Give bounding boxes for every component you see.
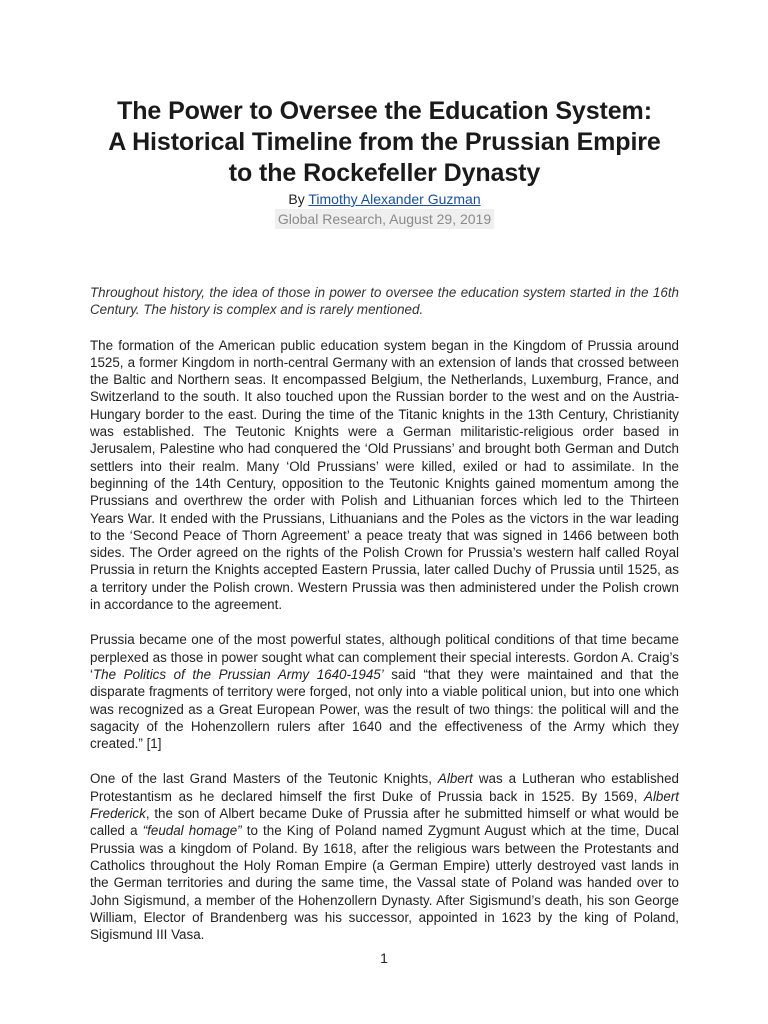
title-line: to the Rockefeller Dynasty <box>228 159 541 187</box>
page-number: 1 <box>380 950 388 966</box>
body-paragraph <box>90 770 679 943</box>
paragraph-text: , the son of Albert became Duke of Prussia after he submitted himself or what would be called a <box>90 806 679 839</box>
lead-paragraph: Throughout history, the idea of those in power to oversee the education system started in the 16th Century. The history is complex and is rarely mentioned. <box>90 285 679 318</box>
quoted-term: “feudal homage” <box>142 823 242 839</box>
paragraph-text: to the King of Poland named Zygmunt August which at the time, Ducal Prussia was a kingdom of Poland. By 1618, after the religious wars between the Protestants and Catholics throughout the Holy Roman Empire (a German Empire) utterly destroyed vast lands in the German territories and during the same time, the Vassal state of Poland was handed over to John Sigismund, a member of the Hohenzollern Dynasty. After Sigismund’s death, his son George William, Elector of Brandenberg was his successor, appointed in 1623 by the king of Poland, Sigismund III Vasa. <box>90 823 679 943</box>
title-line: A Historical Timeline from the Prussian Empire <box>108 128 661 156</box>
byline-prefix: By <box>288 191 309 207</box>
body-paragraph <box>90 631 679 752</box>
book-title: The Politics of the Prussian Army 1640-1945’ <box>92 666 384 682</box>
person-name: Albert Frederick <box>90 788 679 822</box>
paragraph-text: One of the last Grand Masters of the Teutonic Knights, <box>90 771 438 787</box>
paragraph-text: was a Lutheran who established Protestantism as he declared himself the first Duke of Prussia back in 1525. By 1569, <box>90 771 679 804</box>
paragraph-text: said “that they were maintained and that the disparate fragments of territory were forged, not only into a viable political union, but into one which was recognized as a Great European Power, was the result of two things: the political will and the sagacity of the Hohenzollern rulers after 1640 and the effectiveness of the Army which they created.” [1] <box>90 666 679 752</box>
article-title <box>90 96 679 189</box>
author-link[interactable]: Timothy Alexander Guzman <box>308 191 481 207</box>
paragraph-text: Prussia became one of the most powerful states, although political conditions of that time became perplexed as those in power sought what can complement their special interests. Gordon A. Craig’s ‘ <box>90 632 679 682</box>
source-date-text: Global Research, August 29, 2019 <box>275 209 494 229</box>
source-date <box>90 209 679 229</box>
title-line: The Power to Oversee the Education System: <box>117 97 652 125</box>
person-name: Albert <box>437 771 473 787</box>
body-paragraph: The formation of the American public education system began in the Kingdom of Prussia around 1525, a former Kingdom in north-central Germany with an extension of lands that crossed between the Baltic and Northern seas. It encompassed Belgium, the Netherlands, Luxemburg, France, and Switzerland to the south. It also touched upon the Russian border to the west and on the Austria-Hungary border to the east. During the time of the Titanic knights in the 13th Century, Christianity was established. The Teutonic Knights were a German militaristic-religious order based in Jerusalem, Palestine who had conquered the ‘Old Prussians’ and brought both German and Dutch settlers into their realm. Many ‘Old Prussians’ were killed, exiled or had to assimilate. In the beginning of the 14th Century, opposition to the Teutonic Knights gained momentum among the Prussians and overthrew the order with Polish and Lithuanian forces which led to the Thirteen Years War. It ended with the Prussians, Lithuanians and the Poles as the victors in the war leading to the ‘Second Peace of Thorn Agreement’ a peace treaty that was signed in 1466 between both sides. The Order agreed on the rights of the Polish Crown for Prussia’s western half called Royal Prussia in return the Knights accepted Eastern Prussia, later called Duchy of Prussia until 1525, as a territory under the Polish crown. Western Prussia was then administered under the Polish crown in accordance to the agreement. <box>90 337 679 613</box>
byline <box>90 190 679 208</box>
